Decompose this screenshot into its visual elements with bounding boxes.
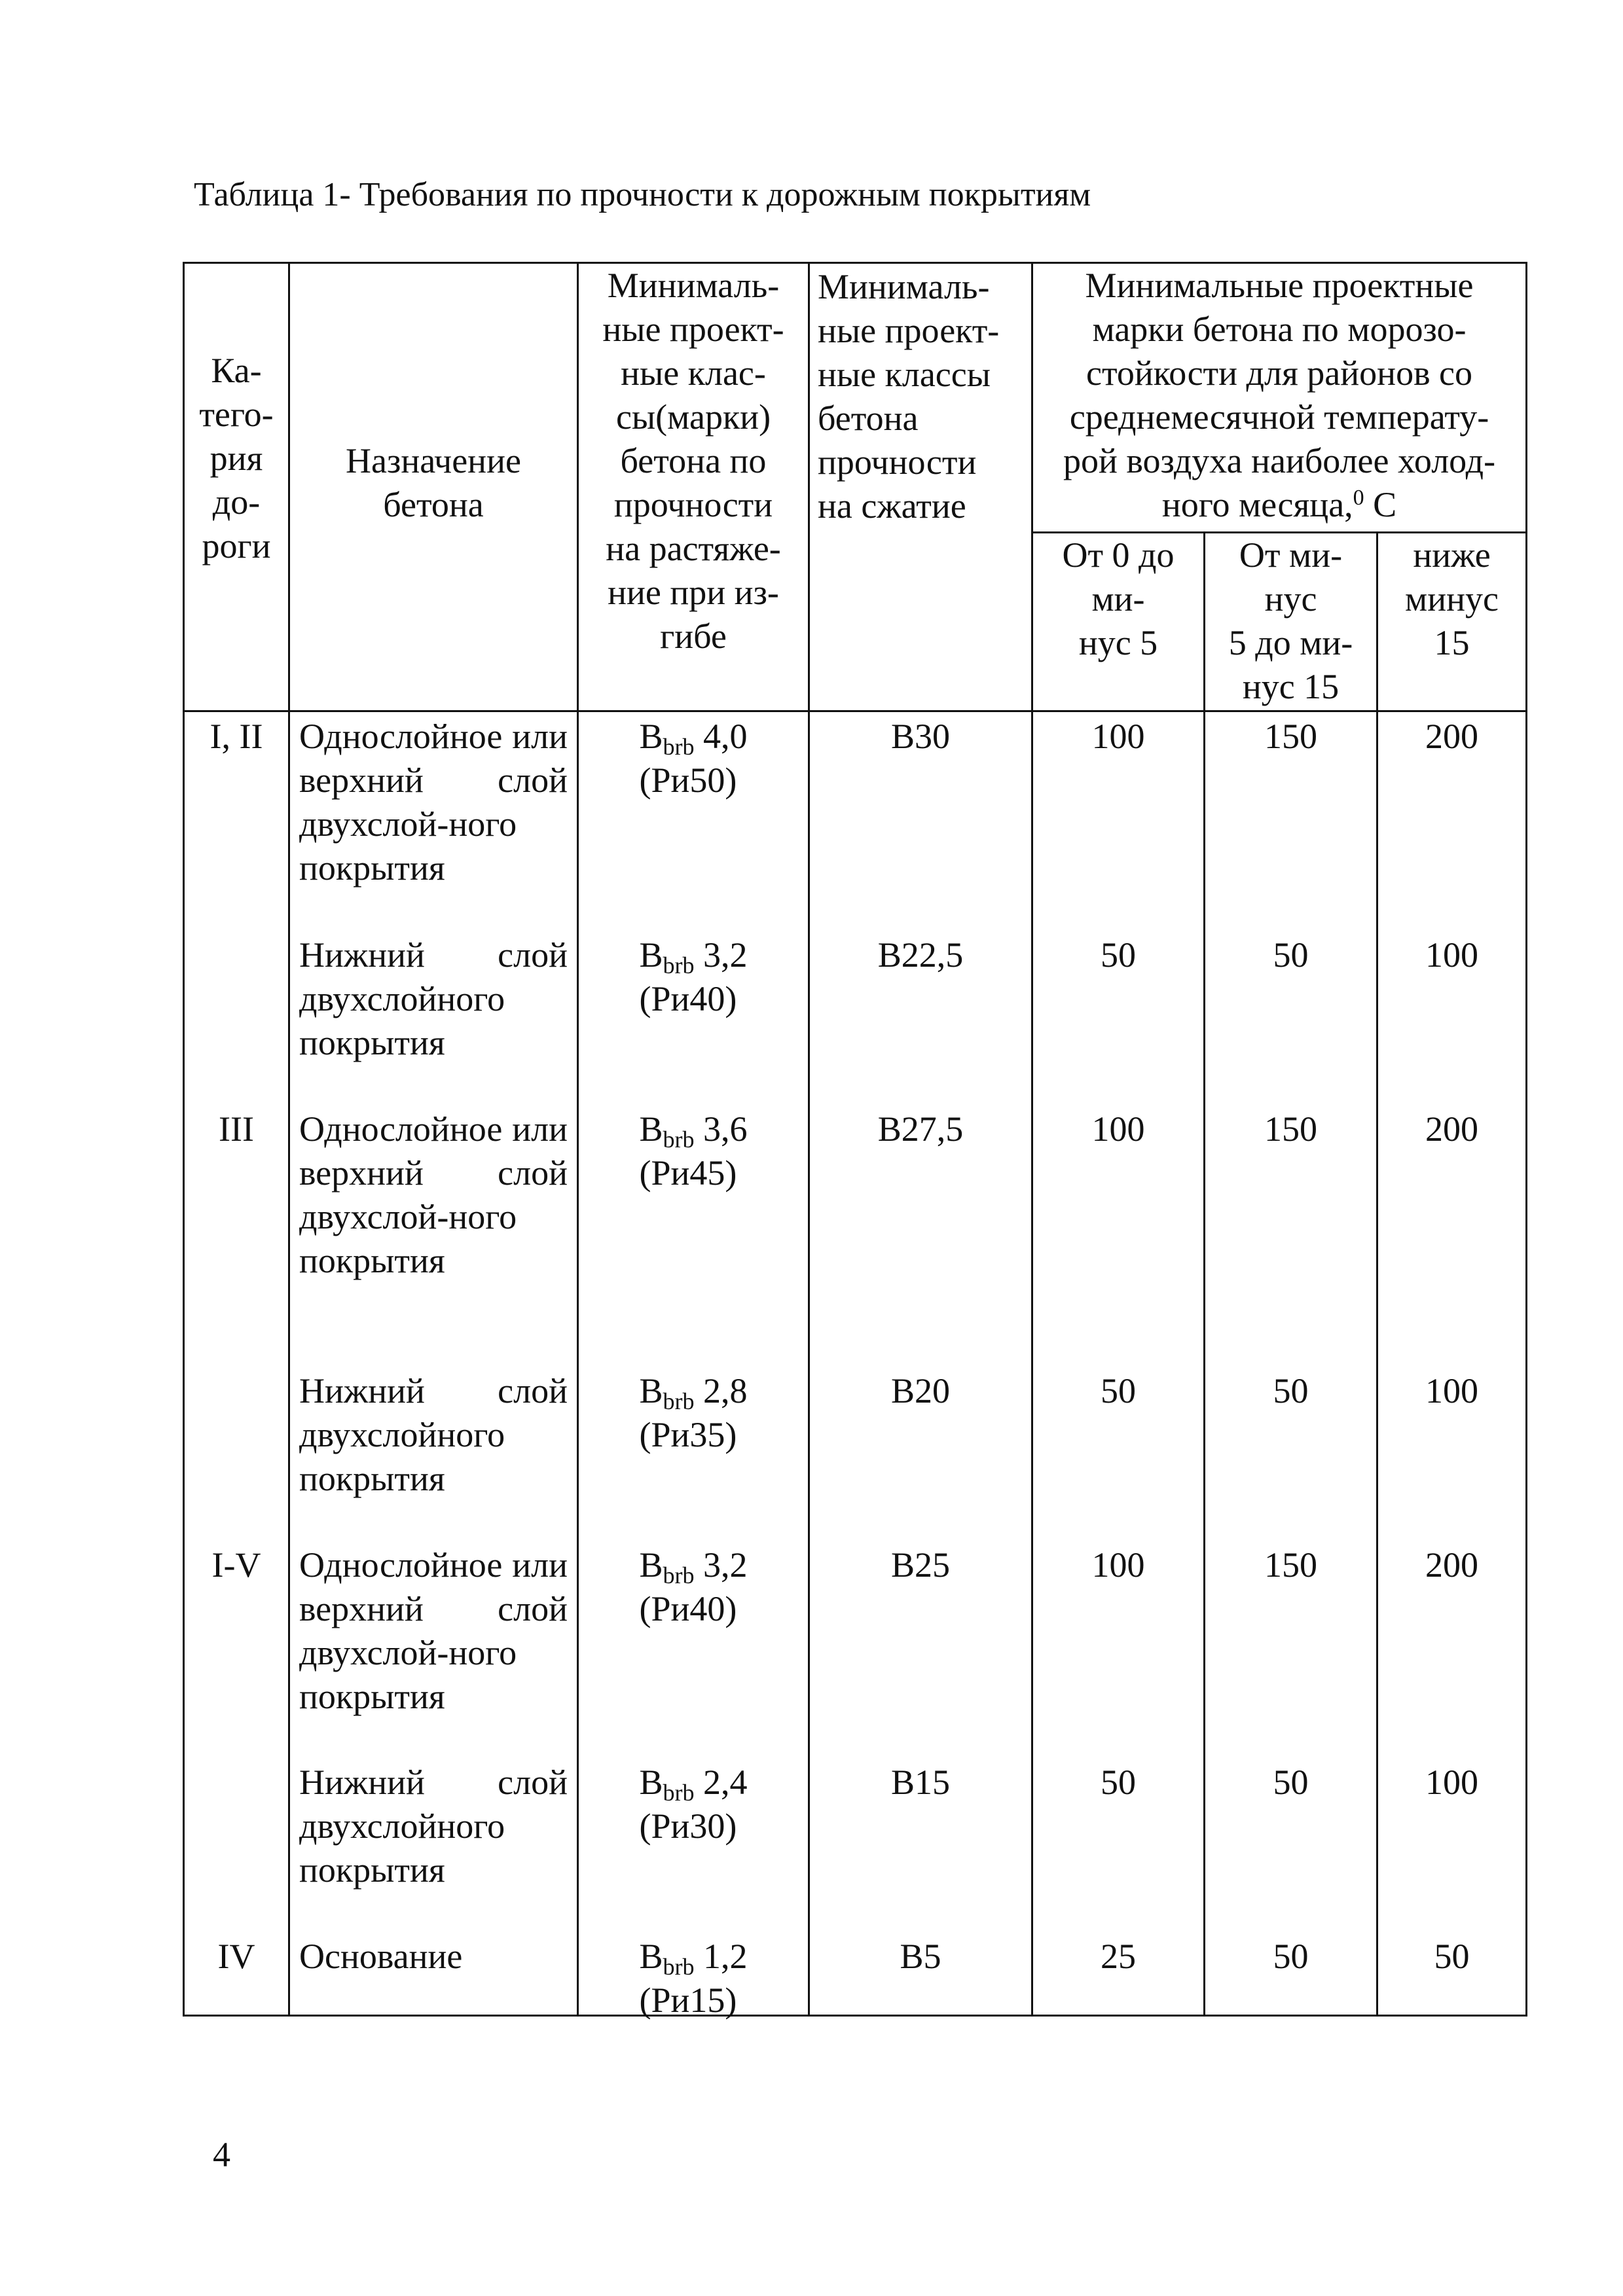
row-frost-0-5: 50 — [1101, 935, 1136, 975]
header-category: Ка- тего- рия до- роги — [184, 263, 289, 711]
row-compression-class: B20 — [890, 1371, 951, 1410]
row-frost-below-15: 100 — [1425, 1763, 1478, 1802]
row-compression-class: B30 — [890, 717, 951, 756]
row-frost-0-5: 100 — [1091, 1545, 1145, 1585]
bending-column — [578, 711, 809, 2020]
row-frost-0-5: 50 — [1101, 1763, 1136, 1802]
row-frost-0-5: 50 — [1101, 1371, 1136, 1410]
row-frost-0-5: 100 — [1091, 717, 1145, 756]
row-bending-class: $B_{brb}$ 4,0 (Ри50) — [639, 717, 748, 800]
row-purpose: Нижний слой двухслойного покрытия — [299, 1763, 568, 1890]
row-compression-class: B27,5 — [877, 1109, 964, 1149]
header-frost-below-15: ниже минус 15 — [1377, 533, 1527, 711]
row-purpose: Нижний слой двухслойного покрытия — [299, 1371, 568, 1498]
row-frost-5-15: 50 — [1273, 1937, 1309, 1976]
row-purpose: Нижний слой двухслойного покрытия — [299, 935, 568, 1062]
purpose-column — [289, 711, 578, 2016]
table-caption: Таблица 1- Требования по прочности к дорожным покрытиям — [194, 176, 1091, 213]
row-frost-below-15: 200 — [1425, 1109, 1478, 1149]
table-body — [184, 711, 1527, 2016]
row-bending-class: $B_{brb}$ 3,2 (Ри40) — [639, 1545, 748, 1628]
row-compression-class: B22,5 — [877, 935, 964, 975]
row-compression-class: B5 — [900, 1937, 941, 1976]
row-frost-5-15: 150 — [1264, 1545, 1317, 1585]
strength-requirements-table — [183, 262, 1527, 2020]
frost1-column — [1032, 711, 1205, 2016]
header-compression: Минималь- ные проект- ные классы бетона прочности на сжатие — [809, 263, 1032, 711]
row-frost-5-15: 150 — [1264, 1109, 1317, 1149]
row-category: IV — [217, 1937, 255, 1976]
header-bending: Минималь- ные проект- ные клас- сы(марки) бетона по прочности на растяже- ние при из- гибе — [578, 263, 809, 711]
row-bending-class: $B_{brb}$ 2,8 (Ри35) — [639, 1371, 748, 1454]
frost3-column — [1377, 711, 1527, 2016]
header-purpose: Назначение бетона — [289, 263, 578, 711]
row-frost-5-15: 50 — [1273, 1763, 1309, 1802]
row-purpose: Однослойное или верхний слой двухслой-ного покрытия — [299, 717, 568, 888]
row-purpose: Однослойное или верхний слой двухслой-ного покрытия — [299, 1109, 568, 1280]
header-frost: Минимальные проектные марки бетона по морозо- стойкости для районов со среднемесячной температу- рой воздуха наиболее холод- ного месяца,$^0$ С — [1032, 263, 1527, 533]
row-category: I, II — [210, 717, 263, 756]
category-column — [184, 711, 289, 2016]
row-compression-class: B25 — [890, 1545, 951, 1585]
page-number: 4 — [213, 2135, 230, 2174]
frost2-column — [1205, 711, 1377, 2016]
header-frost-0-to-5: От 0 до ми- нус 5 — [1032, 533, 1205, 711]
row-frost-5-15: 150 — [1264, 717, 1317, 756]
compression-column — [809, 711, 1032, 2016]
row-purpose: Однослойное или верхний слой двухслой-ного покрытия — [299, 1545, 568, 1716]
row-category: I-V — [211, 1545, 261, 1585]
header-frost-5-to-15: От ми- нус 5 до ми- нус 15 — [1205, 533, 1377, 711]
row-frost-0-5: 25 — [1101, 1937, 1136, 1976]
row-frost-5-15: 50 — [1273, 1371, 1309, 1410]
row-bending-class: $B_{brb}$ 3,6 (Ри45) — [639, 1109, 748, 1193]
row-category: III — [219, 1109, 254, 1149]
row-frost-0-5: 100 — [1091, 1109, 1145, 1149]
row-frost-below-15: 100 — [1425, 935, 1478, 975]
row-frost-5-15: 50 — [1273, 935, 1309, 975]
row-bending-class: $B_{brb}$ 2,4 (Ри30) — [639, 1763, 748, 1846]
row-frost-below-15: 200 — [1425, 1545, 1478, 1585]
row-frost-below-15: 100 — [1425, 1371, 1478, 1410]
row-frost-below-15: 50 — [1434, 1937, 1470, 1976]
row-bending-class: $B_{brb}$ 1,2 (Ри15) — [639, 1937, 748, 2020]
row-frost-below-15: 200 — [1425, 717, 1478, 756]
row-compression-class: B15 — [890, 1763, 951, 1802]
row-purpose: Основание — [299, 1937, 463, 1976]
row-bending-class: $B_{brb}$ 3,2 (Ри40) — [639, 935, 748, 1018]
